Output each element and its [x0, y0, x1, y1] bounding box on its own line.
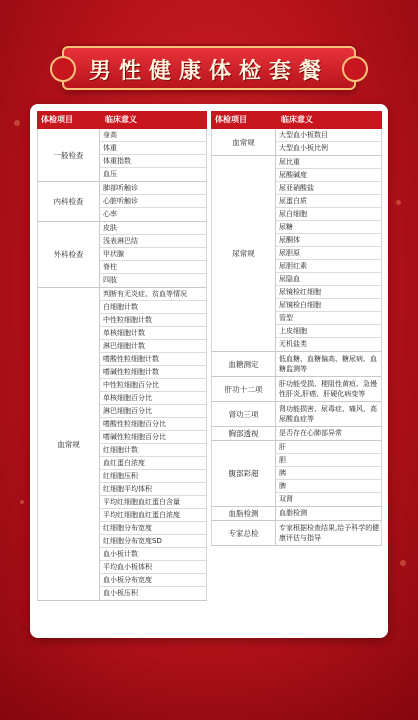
- group-name: 血糖测定: [212, 352, 276, 376]
- table-row: 甲状腺: [100, 248, 206, 261]
- table-row: 尿胆红素: [276, 260, 381, 273]
- decor-dot: [400, 560, 406, 566]
- table-row: 血小板压积: [103, 589, 138, 597]
- table-group: [37, 129, 207, 182]
- table-row: 专家根据检查结果,给予科学的健康评估与指导: [279, 524, 380, 542]
- table-row: 体重: [100, 142, 206, 155]
- table-row: 平均血小板体积: [100, 561, 206, 574]
- table-group: [211, 129, 382, 156]
- table-row: 脾: [276, 480, 381, 493]
- table-group: [37, 182, 207, 222]
- table-row: 红细胞平均体积: [100, 483, 206, 496]
- table-group: [37, 222, 207, 288]
- table-group: [211, 507, 382, 521]
- table-row: 低血糖、血糖偏高、糖尿病、血糖监测等: [279, 355, 377, 373]
- group-name: 血常规: [212, 129, 276, 155]
- table-group: [37, 288, 207, 601]
- table-row: 体重指数: [100, 155, 206, 168]
- table-row: 皮肤: [100, 222, 206, 235]
- table-group: [211, 377, 382, 402]
- table-row: 中性粒细胞百分比: [100, 379, 206, 392]
- table-row: 血小板计数: [100, 548, 206, 561]
- table-row: 平均红细胞血红蛋白浓度: [100, 509, 206, 522]
- group-name: 一般检查: [38, 129, 100, 181]
- group-name: 专家总检: [212, 521, 276, 545]
- table-row: 血红蛋白浓度: [100, 457, 206, 470]
- table-row: 脊柱: [100, 261, 206, 274]
- decor-dot: [396, 200, 401, 205]
- table-row: 心率: [103, 210, 117, 218]
- table-row: 尿酸碱度: [276, 169, 381, 182]
- decor-dot: [20, 500, 24, 504]
- table-row: 尿亚硝酸盐: [276, 182, 381, 195]
- table-row: 红细胞计数: [100, 444, 206, 457]
- table-row: 大型血小板比例: [279, 144, 328, 152]
- table-group: [211, 352, 382, 377]
- bottom-decoration: [0, 650, 418, 720]
- table-row: 嗜酸性粒细胞百分比: [100, 418, 206, 431]
- table-row: 肺部听触诊: [100, 182, 206, 195]
- table-group: [211, 521, 382, 546]
- table-row: 胰: [276, 467, 381, 480]
- table-row: 无机盐类: [279, 340, 307, 348]
- table-row: 红细胞分布宽度: [100, 522, 206, 535]
- checkup-table-card: [30, 104, 388, 638]
- table-row: 红细胞压积: [100, 470, 206, 483]
- table-row: 尿糖: [276, 221, 381, 234]
- table-row: 血小板分布宽度: [100, 574, 206, 587]
- table-row: 管型: [276, 312, 381, 325]
- table-row: 尿镜检白细胞: [276, 299, 381, 312]
- table-row: 红细胞分布宽度SD: [100, 535, 206, 548]
- group-name: 外科检查: [38, 222, 100, 287]
- table-row: 是否存在心肺部异常: [279, 429, 342, 437]
- group-name: 肾功三项: [212, 402, 276, 426]
- group-name: 肝功十二项: [212, 377, 276, 401]
- table-row: 淋巴细胞计数: [100, 340, 206, 353]
- table-row: 尿比重: [276, 156, 381, 169]
- page-title: 男性健康体检套餐: [88, 58, 329, 84]
- group-name: 尿常规: [212, 156, 276, 351]
- table-group: [211, 156, 382, 352]
- group-name: 胸部透视: [212, 427, 276, 440]
- table-row: 肾功能损害、尿毒症、痛风、高尿酸血症等: [279, 405, 377, 423]
- table-group: [211, 427, 382, 441]
- table-row: 白细胞计数: [100, 301, 206, 314]
- table-row: 淋巴细胞百分比: [100, 405, 206, 418]
- table-header: [211, 111, 382, 129]
- table-row: 上皮细胞: [276, 325, 381, 338]
- decor-dot: [14, 120, 20, 126]
- table-row: 肝: [276, 441, 381, 454]
- table-row: 胆: [276, 454, 381, 467]
- table-row: 双肾: [279, 495, 293, 503]
- table-row: 心脏听触诊: [100, 195, 206, 208]
- table-row: 尿白细胞: [276, 208, 381, 221]
- table-row: 嗜碱性粒细胞计数: [100, 366, 206, 379]
- group-name: 血脂检测: [212, 507, 276, 520]
- table-row: 单核细胞百分比: [100, 392, 206, 405]
- table-row: 血压: [103, 170, 117, 178]
- header-item: 体检项目: [215, 115, 247, 124]
- table-row: 四肢: [103, 276, 117, 284]
- title-banner: [62, 46, 356, 90]
- table-row: 尿蛋白质: [276, 195, 381, 208]
- table-row: 嗜酸性粒细胞计数: [100, 353, 206, 366]
- table-row: 平均红细胞血红蛋白含量: [100, 496, 206, 509]
- table-group: [211, 441, 382, 507]
- table-header: [37, 111, 207, 129]
- table-row: 尿酮体: [276, 234, 381, 247]
- table-row: 血脂检测: [279, 509, 307, 517]
- header-item: 体检项目: [41, 115, 73, 124]
- table-row: 尿胆原: [276, 247, 381, 260]
- group-name: 血常规: [38, 288, 100, 600]
- table-row: 尿隐血: [276, 273, 381, 286]
- group-name: 腹部彩超: [212, 441, 276, 506]
- group-name: 内科检查: [38, 182, 100, 221]
- right-table: [211, 111, 382, 546]
- header-meaning: 临床意义: [105, 115, 137, 124]
- header-meaning: 临床意义: [281, 115, 313, 124]
- table-row: 单核细胞计数: [100, 327, 206, 340]
- table-group: [211, 402, 382, 427]
- left-table: [37, 111, 207, 601]
- table-row: 尿镜检红细胞: [276, 286, 381, 299]
- table-row: 中性粒细胞计数: [100, 314, 206, 327]
- table-row: 嗜碱性粒细胞百分比: [100, 431, 206, 444]
- table-row: 身高: [100, 129, 206, 142]
- table-row: 判断有无炎症、贫血等情况: [100, 288, 206, 301]
- table-row: 浅表淋巴结: [100, 235, 206, 248]
- table-row: 大型血小板数目: [276, 129, 381, 142]
- table-row: 肝功能受损、梗阻性黄疸、急慢性肝炎,肝癌、肝硬化病变等: [279, 380, 377, 398]
